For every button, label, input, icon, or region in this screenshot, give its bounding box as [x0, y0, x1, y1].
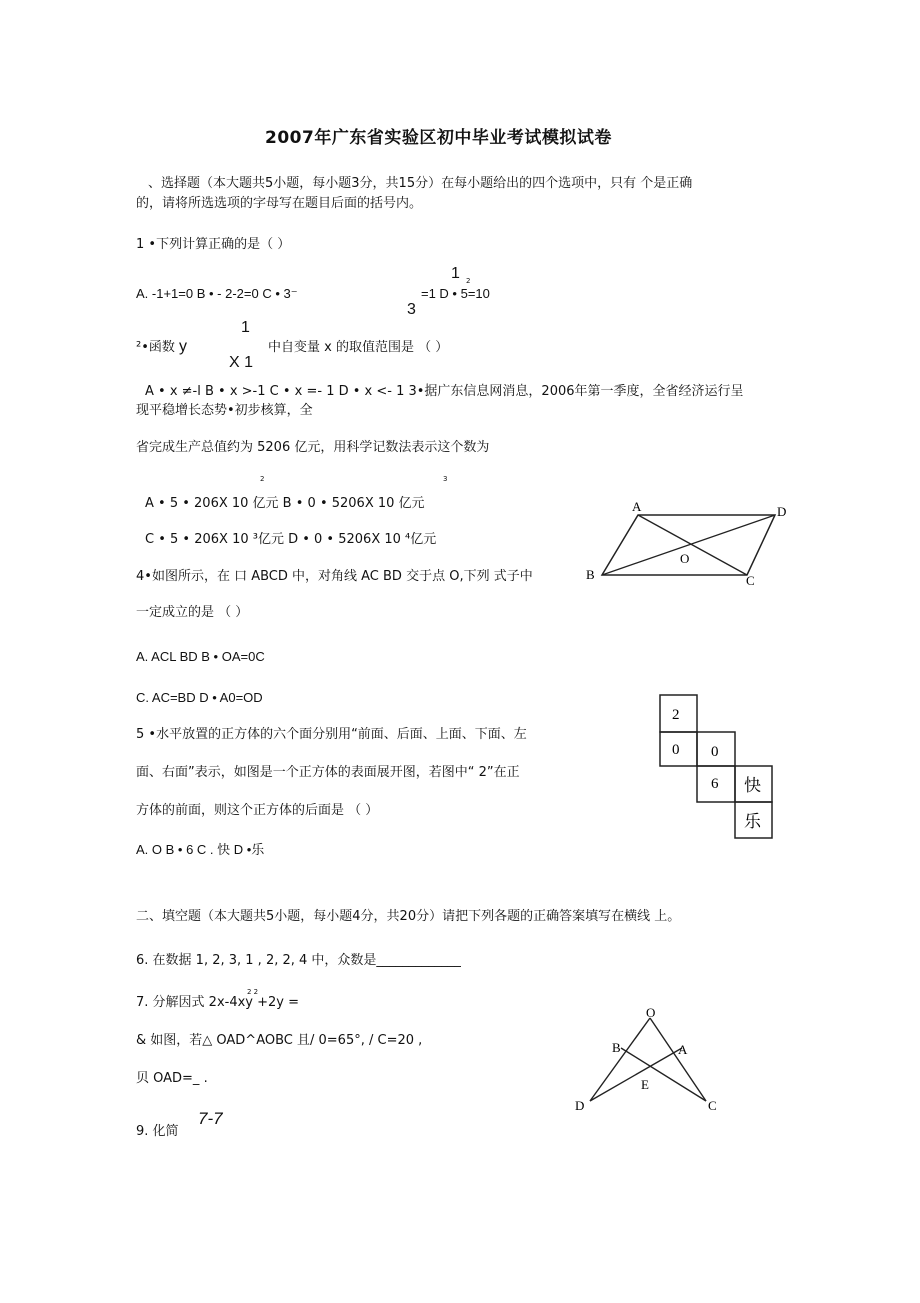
q8-line2: 贝 OAD=_ . [136, 1071, 208, 1086]
net-cell-0a: 0 [672, 742, 680, 758]
net-cell-0b: 0 [711, 744, 719, 760]
q6-stem: 6. 在数据 1, 2, 3, 1 , 2, 2, 4 中，众数是_____________ [136, 953, 461, 968]
segment-da [590, 1048, 682, 1101]
q1-fraction-denominator: 3 [407, 301, 416, 318]
q5-stem-line1: 5 •水平放置的正方体的六个面分别用“前面、后面、上面、下面、左 [136, 727, 527, 742]
net-cell-6: 6 [711, 776, 719, 792]
section2-intro: 二、填空题（本大题共5小题，每小题4分，共20分）请把下列各题的正确答案填写在横线 上。 [136, 909, 681, 924]
q1-options-left: A. -1+1=0 B • - 2-2=0 C • 3⁻ [136, 286, 298, 301]
q8-line1: & 如图，若△ OAD^AOBC 且/ 0=65°, / C=20 , [136, 1033, 423, 1048]
q2-fraction-denominator: X 1 [229, 354, 254, 371]
q4-parallelogram-figure [580, 495, 800, 590]
q3-line1: A • x ≠-l B • x >-1 C • x =- 1 D • x <- 1 3•据广东信息网消息，2006年第一季度，全省经济运行呈 [145, 384, 744, 399]
point-label-o: O [646, 1005, 656, 1020]
q4-stem-line2: 一定成立的是 （ ） [136, 605, 249, 620]
q1-stem: 1 •下列计算正确的是（ ） [136, 237, 291, 252]
q2-fraction-numerator: 1 [241, 319, 250, 336]
q3-superscript-a: 2 [260, 475, 265, 483]
segment-oc [650, 1018, 706, 1101]
q7-superscripts: 2 2 [247, 988, 259, 996]
q2-prefix: ²•函数 [136, 340, 175, 355]
q1-options-right: =1 D • 5=10 [421, 286, 490, 301]
q3-options-cd: C • 5 • 206X 10 ³亿元 D • 0 • 5206X 10 ⁴亿元 [145, 532, 437, 547]
point-label-c: C [708, 1098, 717, 1113]
vertex-label-a: A [632, 499, 642, 514]
q3-options-ab: A • 5 • 206X 10 亿元 B • 0 • 5206X 10 亿元 [145, 496, 425, 511]
diagonal-bd [602, 515, 775, 575]
center-label-o: O [680, 551, 690, 566]
q5-options: A. O B • 6 C . 快 D •乐 [136, 842, 265, 857]
q2-function-y: y [179, 338, 187, 355]
q4-options-ab: A. ACL BD B • OA=0C [136, 649, 265, 664]
q4-stem-line1: 4•如图所示，在 口 ABCD 中，对角线 AC BD 交于点 O,下列 式子中 [136, 569, 533, 584]
q1-fraction-numerator: 1 [451, 265, 460, 282]
vertex-label-b: B [586, 567, 595, 582]
q5-cube-net-figure [655, 690, 780, 840]
q5-stem-line3: 方体的前面，则这个正方体的后面是 （ ） [136, 803, 379, 818]
vertex-label-d: D [777, 504, 787, 519]
net-cell-2: 2 [672, 707, 680, 723]
q3-superscript-b: 3 [443, 475, 448, 483]
point-label-d: D [575, 1098, 585, 1113]
q5-stem-line2: 面、右面”表示，如图是一个正方体的表面展开图，若图中“ 2”在正 [136, 765, 520, 780]
net-cell-le: 乐 [744, 812, 761, 832]
q2-stem: 中自变量 x 的取值范围是 （ ） [268, 340, 449, 355]
vertex-label-c: C [746, 573, 755, 588]
page-title: 2007年广东省实验区初中毕业考试模拟试卷 [265, 128, 612, 148]
q7-stem: 7. 分解因式 2x-4xy +2y = [136, 995, 299, 1010]
net-cell-kuai: 快 [744, 776, 761, 796]
q3-line3: 省完成生产总值约为 5206 亿元，用科学记数法表示这个数为 [136, 440, 490, 455]
q1-fraction-superscript: 2 [466, 277, 471, 285]
q4-options-cd: C. AC=BD D • A0=OD [136, 690, 263, 705]
q9-expression: 7-7 [198, 1109, 223, 1128]
point-label-b: B [612, 1040, 621, 1055]
q8-triangles-figure [565, 1000, 725, 1115]
segment-cb [621, 1048, 706, 1101]
section1-intro-line2: 的，请将所选选项的字母写在题目后面的括号内。 [136, 196, 423, 211]
q3-line2: 现平稳增长态势•初步核算，全 [136, 403, 313, 418]
point-label-a: A [678, 1042, 688, 1057]
point-label-e: E [641, 1077, 649, 1092]
q9-label: 9. 化简 [136, 1124, 179, 1139]
diagonal-ac [638, 515, 747, 575]
section1-intro-line1: 、选择题（本大题共5小题，每小题3分，共15分）在每小题给出的四个选项中，只有 个是正确 [148, 176, 693, 191]
